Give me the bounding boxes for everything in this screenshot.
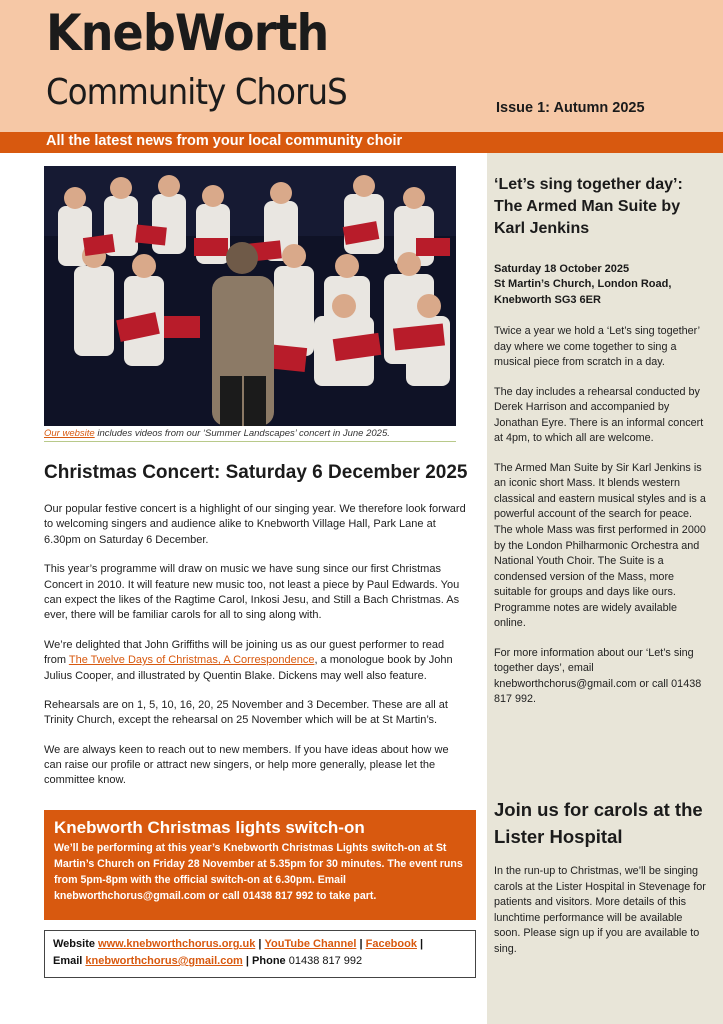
paragraph-text: , a monologue book by John Julius Cooper, and illustrated by Quentin Blake. Dickens may well also feature. <box>44 654 453 682</box>
paragraph: The day includes a rehearsal conducted by Derek Harrison and accompanied by Jonathan Eyre. There is an informal concert at 4pm, to which all are welcome. <box>494 385 704 445</box>
paragraph: The Armed Man Suite by Sir Karl Jenkins is an iconic short Mass. It blends western classical and eastern musical styles and is a powerful account of the search for peace. The whole Mass was first performed in 2000 by the London Philharmonic Orchestra and National Youth Choir. The Suite is a condensed version of the Mass, more suitable for groups and days like ours. Programme notes are widely available online. <box>494 461 706 630</box>
carols-heading: Join us for carols at the Lister Hospital <box>494 799 703 848</box>
event-place: St Martin’s Church, London Road, Knebworth SG3 6ER <box>494 278 672 306</box>
paragraph: Twice a year we hold a ‘Let’s sing together’ day where we come together to sing a musical piece from scratch in a day. <box>494 325 700 369</box>
email-label: Email <box>53 955 83 968</box>
carols-paragraph: In the run-up to Christmas, we’ll be singing carols at the Lister Hospital in Stevenage for patients and visitors. More details of this lunchtime performance will be available soon. Please sign up if you are available to sing. <box>494 865 706 955</box>
event-details <box>494 262 694 308</box>
our-website-link[interactable]: Our website <box>44 428 95 439</box>
website-link[interactable]: www.knebworthchorus.org.uk <box>98 938 256 950</box>
separator: | <box>258 938 262 950</box>
youtube-link[interactable]: YouTube Channel <box>264 938 357 950</box>
tagline-bar <box>0 132 723 153</box>
contact-box <box>44 930 476 978</box>
event-date: Saturday 18 October 2025 <box>494 263 630 275</box>
website-label: Website <box>53 938 95 950</box>
choir-logo-title: KnebWorth <box>46 4 329 62</box>
separator: | <box>245 955 249 968</box>
lights-body: We’ll be performing at this year’s Knebworth Christmas Lights switch-on at St Martin’s Church on Friday 28 November at 5.35pm for 30 minutes. The event runs from 5pm-8pm with the official switch-on at 6.30pm. Email knebworthchorus@gmail.com or call 01438 817 992 to take part. <box>54 842 463 902</box>
masthead <box>0 0 723 132</box>
choir-photo <box>44 166 456 426</box>
lights-heading: Knebworth Christmas lights switch-on <box>54 818 365 837</box>
paragraph <box>44 638 468 684</box>
email-link[interactable]: knebworthchorus@gmail.com <box>85 955 243 968</box>
separator: | <box>420 938 424 950</box>
facebook-link[interactable]: Facebook <box>365 938 417 950</box>
lets-sing-heading: ‘Let’s sing together day’: The Armed Man Suite by Karl Jenkins <box>494 176 683 237</box>
paragraph-text: We’re delighted that John Griffiths will be joining us as our guest performer to read from <box>44 638 445 667</box>
paragraph: This year’s programme will draw on music we have sung since our first Christmas Concert in 2010. It will feature new music too, not least a piece by Paul Edwards. You can expect the likes of the Ragtime Carol, Inkosi Jesu, and Still a Bach Christmas. As ever, there will be familiar carols for all to sing along with. <box>44 563 460 622</box>
caption-text: includes videos from our ‘Summer Landscapes’ concert in June 2025. <box>94 428 390 439</box>
paragraph: We are always keen to reach out to new members. If you have ideas about how we can raise our profile or attract new singers, or help more generally, please let the committee know. <box>44 743 449 787</box>
issue-label: Issue 1: Autumn 2025 <box>496 100 645 116</box>
paragraph: For more information about our ‘Let’s sing together days’, email knebworthchorus@gmail.com or call 01438 817 992. <box>494 646 702 706</box>
choir-logo-subtitle: Community ChoruS <box>46 72 347 113</box>
choir-photo-illustration <box>44 166 456 426</box>
christmas-concert-heading: Christmas Concert: Saturday 6 December 2025 <box>44 462 468 483</box>
paragraph: Rehearsals are on 1, 5, 10, 16, 20, 25 November and 3 December. These are all at Trinity Church, except the rehearsal on 25 November which will be at St Martin’s. <box>44 698 448 727</box>
phone-label: Phone <box>252 955 286 968</box>
separator: | <box>359 938 363 950</box>
photo-caption <box>44 428 456 442</box>
twelve-days-link[interactable]: The Twelve Days of Christmas, A Correspondence <box>68 654 315 667</box>
main-article <box>44 502 468 803</box>
paragraph: Our popular festive concert is a highlight of our singing year. We therefore look forward to welcoming singers and audience alike to Knebworth Village Hall, Park Lane at 6.30pm on Saturday 6 December. <box>44 503 466 546</box>
lets-sing-article <box>494 324 706 722</box>
phone-number: 01438 817 992 <box>288 955 363 968</box>
lights-switch-on-box <box>44 810 476 920</box>
tagline: All the latest news from your local community choir <box>46 133 403 149</box>
